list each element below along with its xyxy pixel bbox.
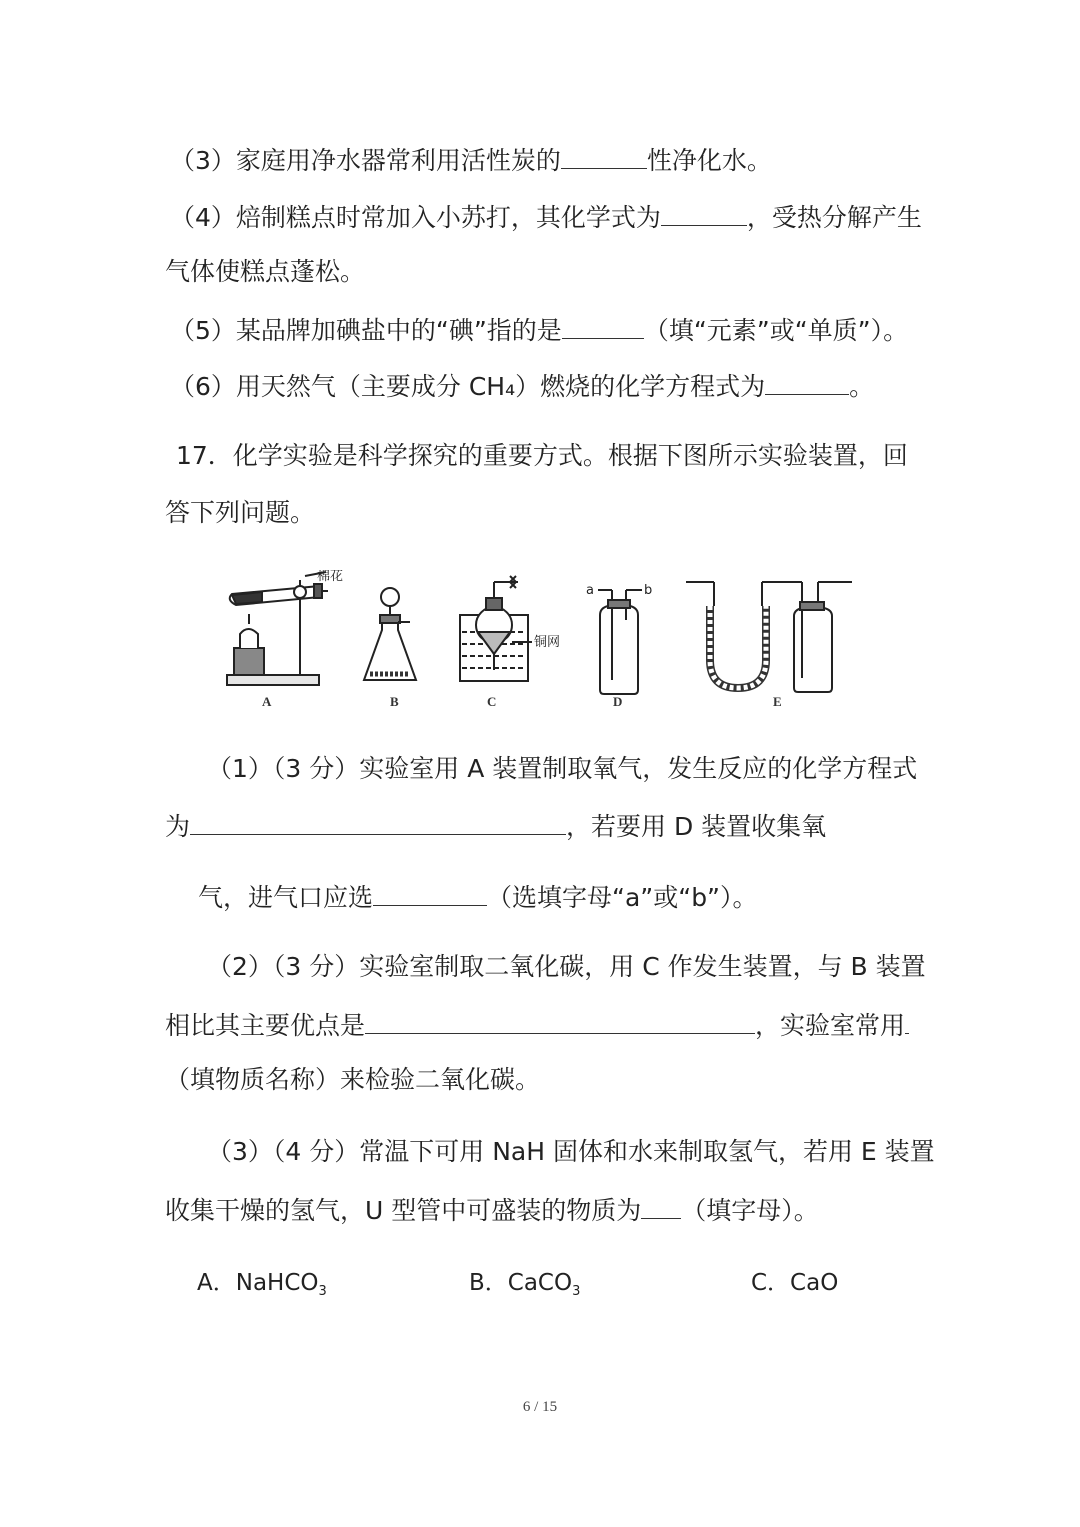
q16-part5-tail: （填“元素”或“单质”）。 <box>643 316 909 345</box>
figure-label-d: D <box>613 694 623 709</box>
answer-blank[interactable] <box>562 312 644 339</box>
q17-sub2-tail: ，实验室常用 <box>755 1011 906 1040</box>
q16-part5 <box>170 312 908 348</box>
q16-part3 <box>170 142 772 178</box>
q17-sub3-prefix: 收集干燥的氢气，U 型管中可盛装的物质为 <box>165 1196 642 1225</box>
option-a-subscript: 3 <box>318 1284 327 1299</box>
q16-part4-cont: 气体使糕点蓬松。 <box>165 257 366 286</box>
q16-part4-text: （4）焙制糕点时常加入小苏打，其化学式为 <box>170 203 661 232</box>
q17-stem-line2: 答下列问题。 <box>165 498 316 527</box>
copper-mesh-note: 铜网 <box>534 635 561 650</box>
q16-part3-tail: 性净化水。 <box>646 146 772 175</box>
answer-blank[interactable] <box>661 199 747 226</box>
figure-label-b: B <box>390 694 399 709</box>
answer-blank[interactable] <box>905 1007 909 1034</box>
q17-sub1-line3 <box>198 879 758 915</box>
q16-part6-tail: 。 <box>849 372 875 401</box>
apparatus-a <box>227 572 328 685</box>
q17-stem-line1: 17．化学实验是科学探究的重要方式。根据下图所示实验装置，回 <box>176 441 908 470</box>
apparatus-e <box>686 582 852 692</box>
option-b-subscript: 3 <box>572 1284 581 1299</box>
q17-sub2-line1: （2）（3 分）实验室制取二氧化碳，用 C 作发生装置，与 B 装置 <box>207 952 926 981</box>
answer-blank[interactable] <box>190 808 566 835</box>
q17-sub1-tail: ，若要用 D 装置收集氧 <box>566 812 827 841</box>
q17-sub2-line3: （填物质名称）来检验二氧化碳。 <box>165 1065 541 1094</box>
q16-part6 <box>170 368 874 404</box>
option-b[interactable] <box>469 1264 580 1299</box>
q16-part3-text: （3）家庭用净水器常利用活性炭的 <box>170 146 561 175</box>
figure-label-a: A <box>262 694 272 709</box>
q16-part4-tail: ，受热分解产生 <box>746 203 922 232</box>
option-c[interactable] <box>751 1264 838 1297</box>
q16-part4 <box>170 199 922 235</box>
answer-blank[interactable] <box>365 1007 755 1034</box>
q16-part5-text: （5）某品牌加碘盐中的“碘”指的是 <box>170 316 562 345</box>
page-number: 6 / 15 <box>522 1399 558 1415</box>
apparatus-d <box>598 590 642 694</box>
answer-blank[interactable] <box>765 368 849 395</box>
q17-sub3-line2 <box>165 1192 819 1228</box>
answer-blank[interactable] <box>641 1192 681 1219</box>
port-b-label: b <box>644 583 653 598</box>
answer-blank[interactable] <box>373 879 487 906</box>
figure-label-c: C <box>487 694 497 709</box>
q17-sub1-prefix: 为 <box>165 812 191 841</box>
q17-sub2-prefix: 相比其主要优点是 <box>165 1011 366 1040</box>
q17-sub2-line2 <box>165 1007 909 1043</box>
option-c-label: C．CaO <box>751 1270 839 1296</box>
option-b-label: B．CaCO <box>469 1270 573 1296</box>
lab-apparatus-figure <box>222 570 862 715</box>
apparatus-b <box>364 588 416 680</box>
figure-label-e: E <box>773 694 782 709</box>
port-a-label: a <box>586 583 594 598</box>
q17-sub1-line1: （1）（3 分）实验室用 A 装置制取氧气，发生反应的化学方程式 <box>207 754 918 783</box>
q17-sub1-l3-text: 气，进气口应选 <box>198 883 374 912</box>
answer-blank[interactable] <box>561 142 647 169</box>
q17-sub1-l3-tail: （选填字母“a”或“b”）。 <box>487 883 758 912</box>
q16-part6-text: （6）用天然气（主要成分 CH₄）燃烧的化学方程式为 <box>170 372 766 401</box>
cotton-note: 棉花 <box>317 570 344 584</box>
option-a-label: A．NaHCO <box>197 1270 319 1296</box>
q17-sub3-tail: （填字母）。 <box>681 1196 819 1225</box>
option-a[interactable] <box>197 1264 327 1299</box>
q17-sub1-line2 <box>165 808 826 844</box>
apparatus-c <box>460 576 532 681</box>
q17-sub3-line1: （3）（4 分）常温下可用 NaH 固体和水来制取氢气，若用 E 装置 <box>207 1137 935 1166</box>
